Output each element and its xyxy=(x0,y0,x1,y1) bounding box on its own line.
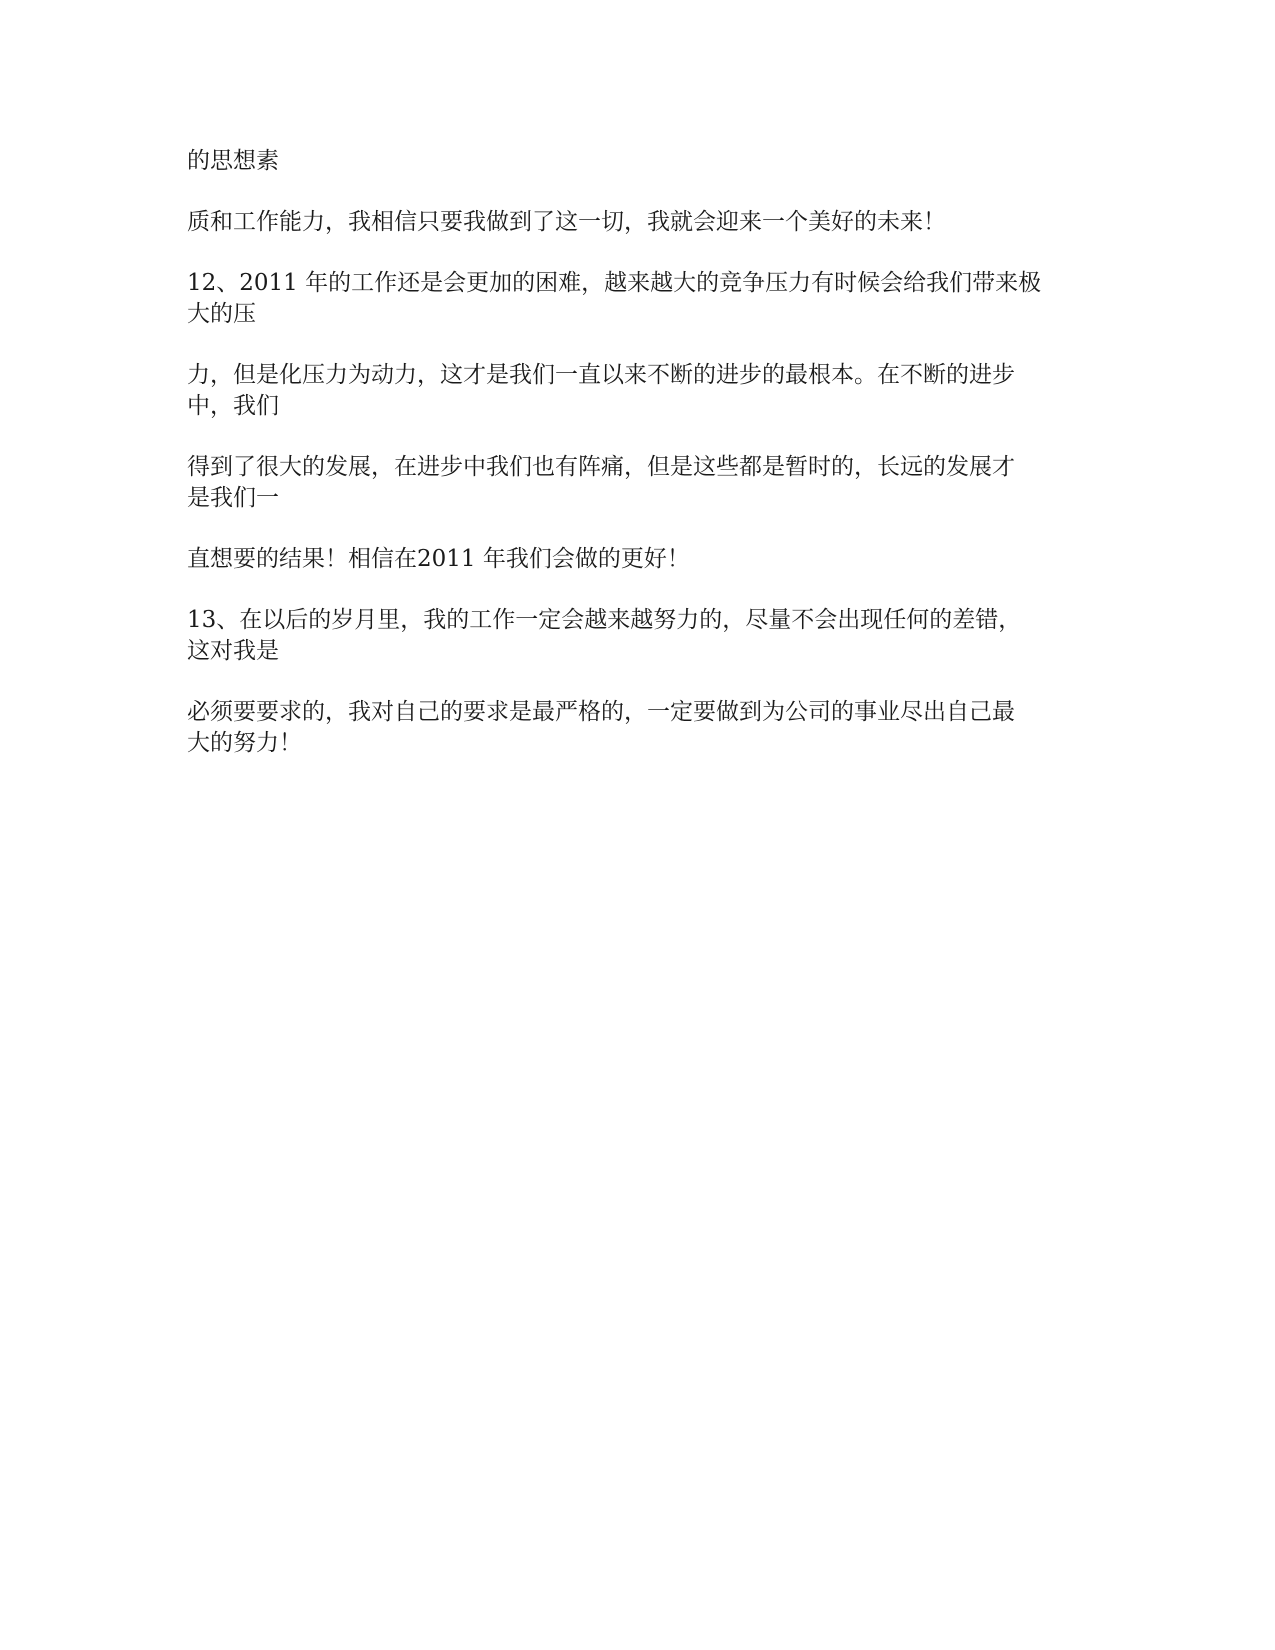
paragraph-line: 13、在以后的岁月里，我的工作一定会越来越努力的，尽量不会出现任何的差错， xyxy=(187,607,1022,633)
paragraph-7 xyxy=(187,605,1087,667)
paragraph-line: 直想要的结果！相信在2011 年我们会做的更好！ xyxy=(187,546,690,572)
paragraph-6 xyxy=(187,544,1087,575)
paragraph-1 xyxy=(187,146,1087,177)
paragraph-line: 力，但是化压力为动力，这才是我们一直以来不断的进步的最根本。在不断的进步 xyxy=(187,362,1015,388)
paragraph-4 xyxy=(187,360,1087,422)
paragraph-line: 的思想素 xyxy=(187,148,279,174)
paragraph-line: 这对我是 xyxy=(187,638,279,664)
paragraph-3 xyxy=(187,268,1087,330)
document-body xyxy=(187,146,1087,789)
paragraph-line: 12、2011 年的工作还是会更加的困难，越来越大的竞争压力有时候会给我们带来极 xyxy=(187,270,1042,296)
paragraph-line: 是我们一 xyxy=(187,485,279,511)
paragraph-line: 大的努力！ xyxy=(187,730,302,756)
paragraph-8 xyxy=(187,697,1087,759)
paragraph-line: 中，我们 xyxy=(187,393,279,419)
paragraph-line: 得到了很大的发展，在进步中我们也有阵痛，但是这些都是暂时的，长远的发展才 xyxy=(187,454,1015,480)
paragraph-line: 必须要要求的，我对自己的要求是最严格的，一定要做到为公司的事业尽出自己最 xyxy=(187,699,1015,725)
paragraph-line: 大的压 xyxy=(187,301,256,327)
paragraph-5 xyxy=(187,452,1087,514)
paragraph-2 xyxy=(187,207,1087,238)
paragraph-line: 质和工作能力，我相信只要我做到了这一切，我就会迎来一个美好的未来！ xyxy=(187,209,946,235)
